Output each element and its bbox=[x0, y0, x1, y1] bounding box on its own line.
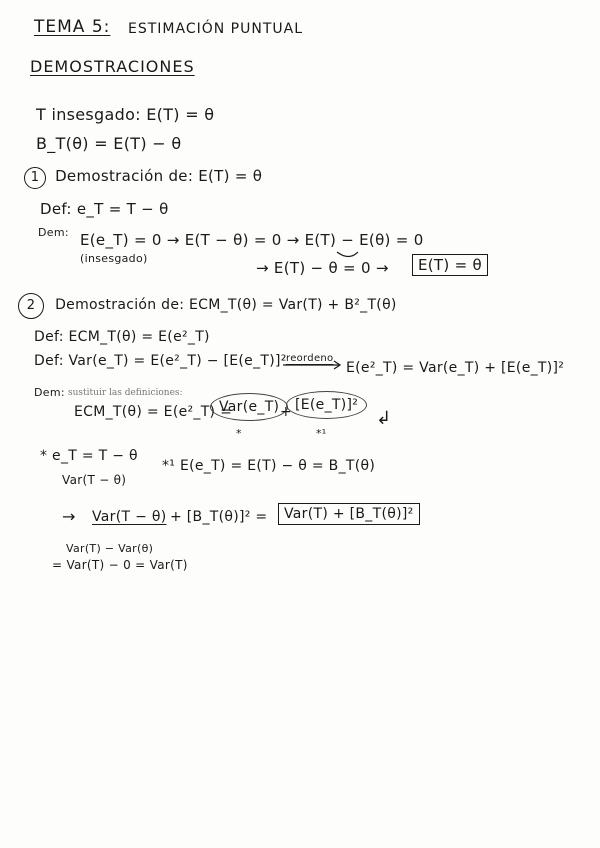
star-note-2: *¹ E(e_T) = E(T) − θ = B_T(θ) bbox=[162, 458, 376, 474]
part1-dem-label: Dem: bbox=[38, 226, 69, 239]
tema-subtitle: ESTIMACIÓN PUNTUAL bbox=[128, 21, 304, 37]
star-note-1: * e_T = T − θ bbox=[40, 448, 138, 464]
star-marker-1: * bbox=[236, 427, 242, 440]
final-result-box: Var(T) + [B_T(θ)]² bbox=[278, 503, 420, 525]
part1-insesgado-note: (insesgado) bbox=[80, 252, 148, 265]
part1-def: Def: e_T = T − θ bbox=[40, 200, 169, 218]
part2-dem-note: sustituir las definiciones: bbox=[68, 388, 183, 398]
final-plus-term: + [B_T(θ)]² = bbox=[170, 509, 268, 525]
reordeno-label: reordeno bbox=[286, 353, 334, 364]
part2-def2-reordered: E(e²_T) = Var(e_T) + [E(e_T)]² bbox=[346, 360, 565, 376]
part1-result-box: E(T) = θ bbox=[412, 254, 488, 276]
part2-dem-label: Dem: bbox=[34, 386, 65, 399]
part2-title: 2 Demostración de: ECM_T(θ) = Var(T) + B²_T(θ) bbox=[18, 293, 397, 319]
insesgado-definition: T insesgado: E(T) = θ bbox=[36, 105, 215, 124]
star-marker-2: *¹ bbox=[316, 427, 327, 440]
part1-number: 1 bbox=[24, 167, 46, 189]
part1-line2: → E(T) − θ = 0 → bbox=[256, 259, 389, 277]
part1-line1: E(e_T) = 0 → E(T − θ) = 0 → E(T) − E(θ) = 0 bbox=[80, 231, 424, 249]
tema-heading: TEMA 5: bbox=[34, 17, 111, 37]
part2-oval-bias: [E(e_T)]² bbox=[286, 391, 367, 419]
section-heading: DEMOSTRACIONES bbox=[30, 57, 195, 76]
star-note-1b: Var(T − θ) bbox=[62, 473, 127, 487]
sesgo-definition: B_T(θ) = E(T) − θ bbox=[36, 134, 182, 153]
side-calc-2: = Var(T) − 0 = Var(T) bbox=[52, 558, 188, 572]
side-calc-1: Var(T) − Var(θ) bbox=[66, 542, 154, 555]
part2-def2: Def: Var(e_T) = E(e²_T) − [E(e_T)]² bbox=[34, 353, 287, 369]
part1-title: 1 Demostración de: E(T) = θ bbox=[24, 167, 262, 189]
final-arrow: → bbox=[62, 507, 76, 526]
part2-oval-var: Var(e_T) bbox=[210, 393, 288, 421]
part2-number: 2 bbox=[18, 293, 44, 319]
part2-def1: Def: ECM_T(θ) = E(e²_T) bbox=[34, 329, 210, 345]
return-arrow-mark: ↲ bbox=[376, 408, 392, 429]
final-var-term: Var(T − θ) bbox=[92, 509, 167, 525]
part2-oval-plus: + bbox=[280, 404, 293, 420]
part2-dem-lhs: ECM_T(θ) = E(e²_T) = bbox=[74, 404, 233, 420]
